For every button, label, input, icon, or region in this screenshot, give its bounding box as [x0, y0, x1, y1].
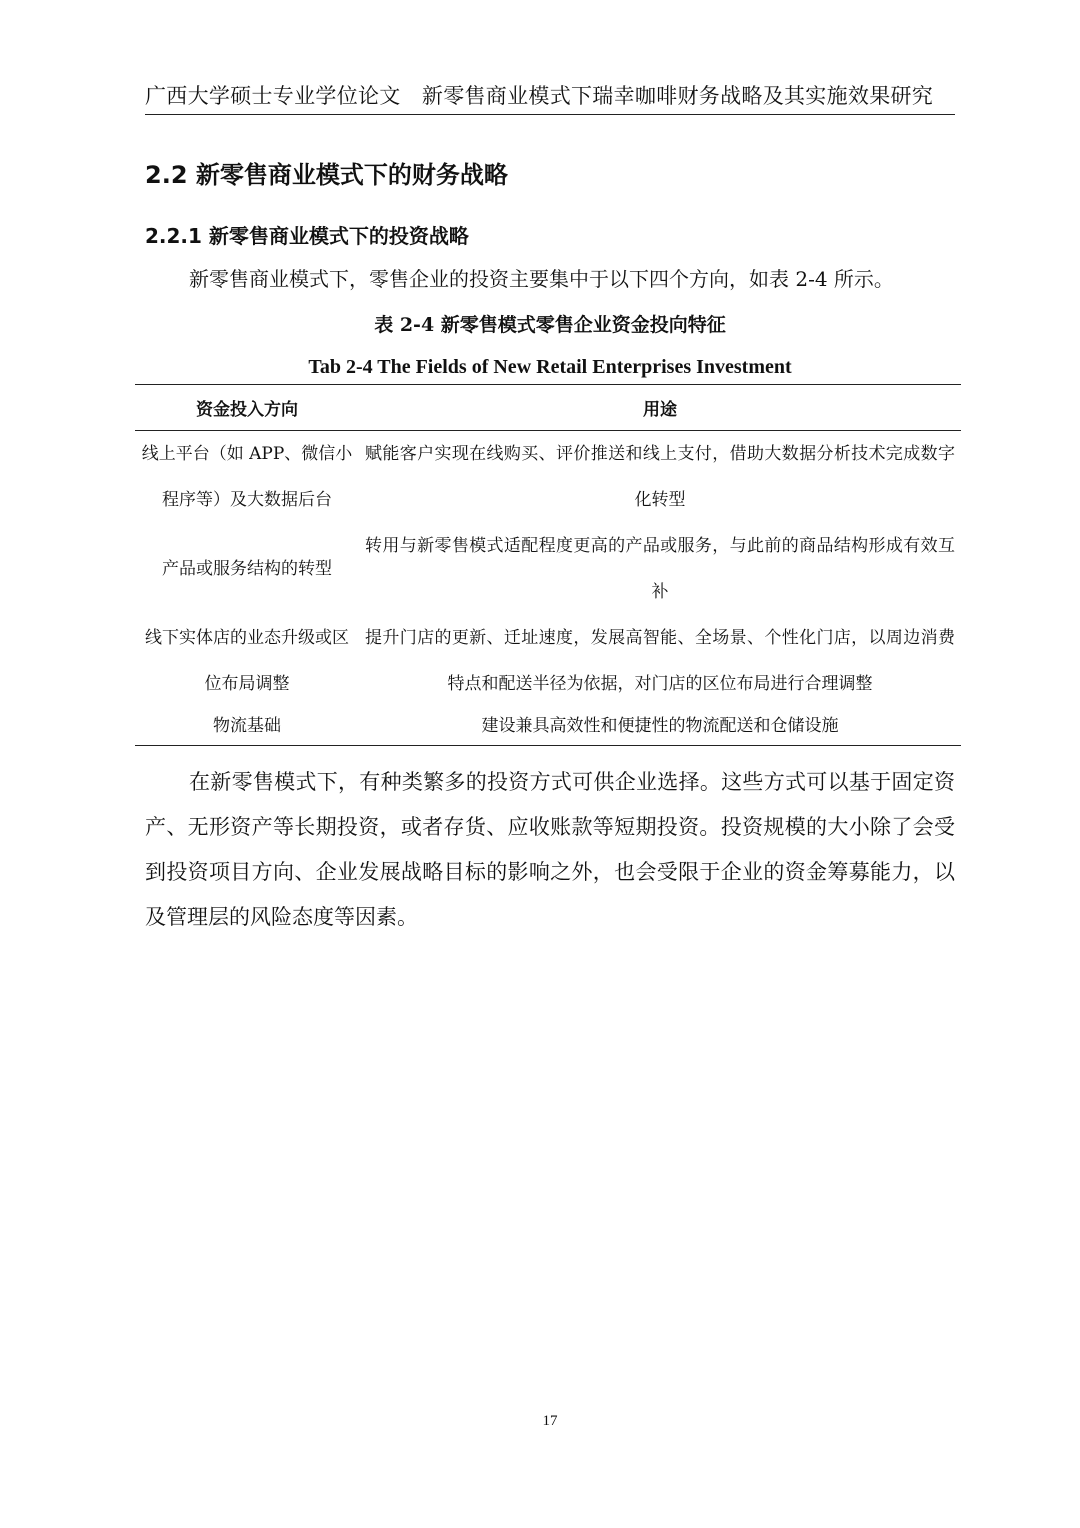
- page-number: 17: [542, 1413, 558, 1429]
- table-caption-english: Tab 2-4 The Fields of New Retail Enterprises Investment: [308, 356, 792, 378]
- table-row: [135, 523, 961, 615]
- section-heading-2-2: 2.2 新零售商业模式下的财务战略: [145, 161, 508, 189]
- subsection-heading-2-2-1: 2.2.1 新零售商业模式下的投资战略: [145, 224, 469, 248]
- cell-usage: 建设兼具高效性和便捷性的物流配送和仓储设施: [359, 707, 961, 746]
- cell-direction: 产品或服务结构的转型: [162, 559, 332, 579]
- intro-paragraph: 新零售商业模式下，零售企业的投资主要集中于以下四个方向，如表 2-4 所示。: [189, 267, 894, 291]
- table-caption-chinese: 表 2-4 新零售模式零售企业资金投向特征: [374, 314, 726, 336]
- cell-usage: 转用与新零售模式适配程度更高的产品或服务，与此前的商品结构形成有效互补: [365, 536, 955, 602]
- table-row: [135, 431, 961, 524]
- cell-usage: 提升门店的更新、迁址速度，发展高智能、全场景、个性化门店，以周边消费特点和配送半径为依据，对门店的区位布局进行合理调整: [365, 628, 955, 694]
- cell-direction: 线上平台（如 APP、微信小程序等）及大数据后台: [141, 444, 353, 510]
- body-paragraph: 在新零售模式下，有种类繁多的投资方式可供企业选择。这些方式可以基于固定资产、无形资产等长期投资，或者存货、应收账款等短期投资。投资规模的大小除了会受到投资项目方向、企业发展战略目标的影响之外，也会受限于企业的资金筹募能力，以及管理层的风险态度等因素。: [145, 770, 955, 929]
- header-direction: 资金投入方向: [135, 385, 359, 431]
- investment-table: [135, 384, 961, 746]
- table-header-row: [135, 385, 961, 431]
- cell-usage: 赋能客户实现在线购买、评价推送和线上支付，借助大数据分析技术完成数字化转型: [365, 444, 955, 510]
- table-row: [135, 615, 961, 707]
- header-usage: 用途: [359, 385, 961, 431]
- cell-direction: 线下实体店的业态升级或区位布局调整: [145, 628, 349, 694]
- cell-direction: 物流基础: [135, 707, 359, 746]
- running-header: 广西大学硕士专业学位论文 新零售商业模式下瑞幸咖啡财务战略及其实施效果研究: [145, 80, 955, 115]
- table-row: [135, 707, 961, 746]
